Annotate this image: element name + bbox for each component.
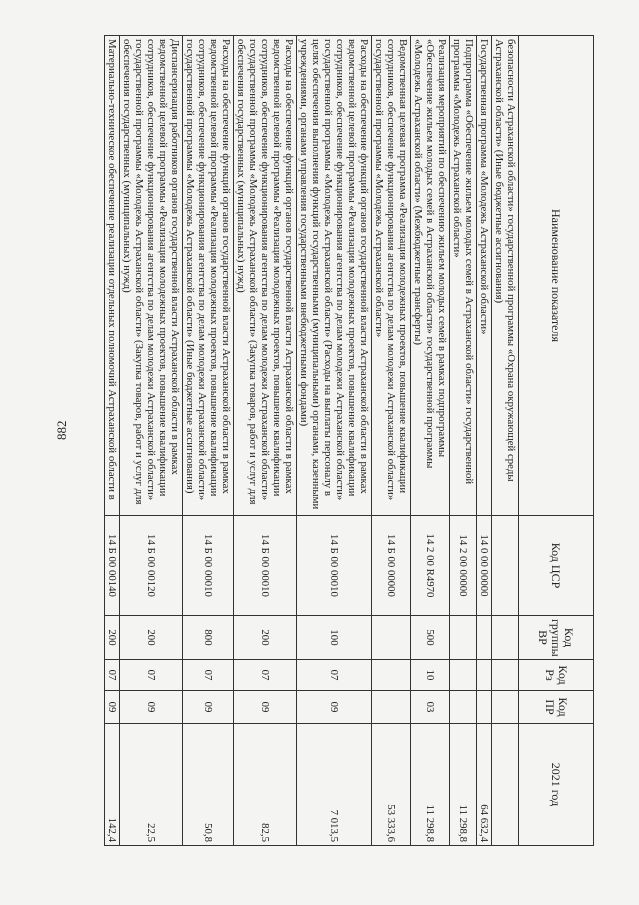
cell-pr (450, 691, 477, 724)
cell-rz (372, 660, 411, 691)
cell-pr (372, 691, 411, 724)
cell-amount: 11 298,8 (411, 724, 450, 846)
table-row (492, 36, 519, 846)
table-row (234, 36, 297, 846)
table-row (477, 36, 492, 846)
cell-name: Расходы на обеспечение функций органов государственной власти Астраханской области в рамках ведомственной целевой программы «Реализация молодежных проектов, повышение квалификации сотрудников, обеспечение функционирования агентства по делам молодежи Астраханской области» государственной программы «Молодежь Астраханской области» (Расходы на выплаты персоналу в целях обеспечения выполнения функций государственными (муниципальными) органами, казенными учреждениями, органами управления государственными внебюджетными фондами) (297, 36, 372, 516)
header-pr: Код ПР (519, 691, 594, 724)
cell-amount: 50,8 (183, 724, 234, 846)
cell-amount: 22,5 (120, 724, 183, 846)
table-row (120, 36, 183, 846)
cell-vr (477, 616, 492, 660)
cell-pr: 09 (234, 691, 297, 724)
cell-rz: 07 (297, 660, 372, 691)
cell-csr: 14 2 00 R4970 (411, 516, 450, 616)
budget-table (104, 35, 594, 846)
cell-pr: 09 (105, 691, 120, 724)
cell-vr: 200 (234, 616, 297, 660)
cell-vr (372, 616, 411, 660)
cell-csr: 14 Б 00 00010 (183, 516, 234, 616)
cell-csr: 14 Б 00 00010 (234, 516, 297, 616)
rotated-table-container (99, 35, 594, 845)
table-row (411, 36, 450, 846)
cell-name: Государственная программа «Молодежь Астраханской области» (477, 36, 492, 516)
cell-pr: 09 (183, 691, 234, 724)
cell-rz: 07 (120, 660, 183, 691)
cell-name: Ведомственная целевая программа «Реализация молодежных проектов, повышение квалификации сотрудников, обеспечение функционирования агентства по делам молодежи Астраханской области» государственной программы «Молодежь Астраханской области» (372, 36, 411, 516)
cell-csr: 14 Б 00 00010 (297, 516, 372, 616)
table-row (183, 36, 234, 846)
table-row (372, 36, 411, 846)
page-number: 882 (54, 420, 69, 440)
cell-name: Подпрограмма «Обеспечение жильем молодых семей в Астраханской области» государственной программы «Молодежь Астраханской области» (450, 36, 477, 516)
cell-vr: 800 (183, 616, 234, 660)
cell-name: Диспансеризация работников органов государственной власти Астраханской области в рамках ведомственной целевой программы «Реализация молодежных проектов, повышение квалификации сотрудников, обеспечение функционирования агентства по делам молодежи Астраханской области» государственной программы «Молодежь Астраханской области» (Закупка товаров, работ и услуг для обеспечения государственных (муниципальных) нужд) (120, 36, 183, 516)
cell-amount (492, 724, 519, 846)
cell-name: Реализация мероприятий по обеспечению жильем молодых семей в рамках подпрограммы «Обеспечение жильем молодых семей в Астраханской области» государственной программы «Молодежь Астраханской области» (Межбюджетные трансферты) (411, 36, 450, 516)
cell-vr (492, 616, 519, 660)
cell-vr: 200 (120, 616, 183, 660)
cell-csr (492, 516, 519, 616)
header-rz: Код Рз (519, 660, 594, 691)
cell-amount: 142,4 (105, 724, 120, 846)
cell-rz (450, 660, 477, 691)
header-year: 2021 год (519, 724, 594, 846)
cell-amount: 53 333,6 (372, 724, 411, 846)
cell-pr (477, 691, 492, 724)
table-row (105, 36, 120, 846)
cell-vr (450, 616, 477, 660)
cell-pr: 09 (120, 691, 183, 724)
cell-csr: 14 Б 00 00000 (372, 516, 411, 616)
cell-name: Материально-техническое обеспечение реализации отдельных полномочий Астраханской области в (105, 36, 120, 516)
cell-rz: 10 (411, 660, 450, 691)
cell-rz (492, 660, 519, 691)
table-header-row (519, 36, 594, 846)
cell-vr: 100 (297, 616, 372, 660)
cell-amount: 11 298,8 (450, 724, 477, 846)
cell-name: безопасности Астраханской области» государственной программы «Охрана окружающей среды Астраханской области» (Иные бюджетные ассигнования) (492, 36, 519, 516)
cell-csr: 14 0 00 00000 (477, 516, 492, 616)
header-csr: Код ЦСР (519, 516, 594, 616)
cell-name: Расходы на обеспечение функций органов государственной власти Астраханской области в рамках ведомственной целевой программы «Реализация молодежных проектов, повышение квалификации сотрудников, обеспечение функционирования агентства по делам молодежи Астраханской области» государственной программы «Молодежь Астраханской области» (Иные бюджетные ассигнования) (183, 36, 234, 516)
table-row (450, 36, 477, 846)
header-vr: Код группы ВР (519, 616, 594, 660)
cell-amount: 64 632,4 (477, 724, 492, 846)
cell-pr (492, 691, 519, 724)
cell-rz: 07 (183, 660, 234, 691)
cell-rz: 07 (234, 660, 297, 691)
cell-rz: 07 (105, 660, 120, 691)
table-row (297, 36, 372, 846)
cell-pr: 03 (411, 691, 450, 724)
cell-vr: 200 (105, 616, 120, 660)
cell-csr: 14 Б 00 00120 (120, 516, 183, 616)
header-name: Наименование показателя (519, 36, 594, 516)
cell-name: Расходы на обеспечение функций органов государственной власти Астраханской области в рамках ведомственной целевой программы «Реализация молодежных проектов, повышение квалификации сотрудников, обеспечение функционирования агентства по делам молодежи Астраханской области» государственной программы «Молодежь Астраханской области» (Закупка товаров, работ и услуг для обеспечения государственных (муниципальных) нужд) (234, 36, 297, 516)
cell-csr: 14 Б 00 00140 (105, 516, 120, 616)
cell-rz (477, 660, 492, 691)
cell-amount: 7 013,5 (297, 724, 372, 846)
cell-vr: 500 (411, 616, 450, 660)
cell-pr: 09 (297, 691, 372, 724)
cell-csr: 14 2 00 00000 (450, 516, 477, 616)
cell-amount: 82,5 (234, 724, 297, 846)
